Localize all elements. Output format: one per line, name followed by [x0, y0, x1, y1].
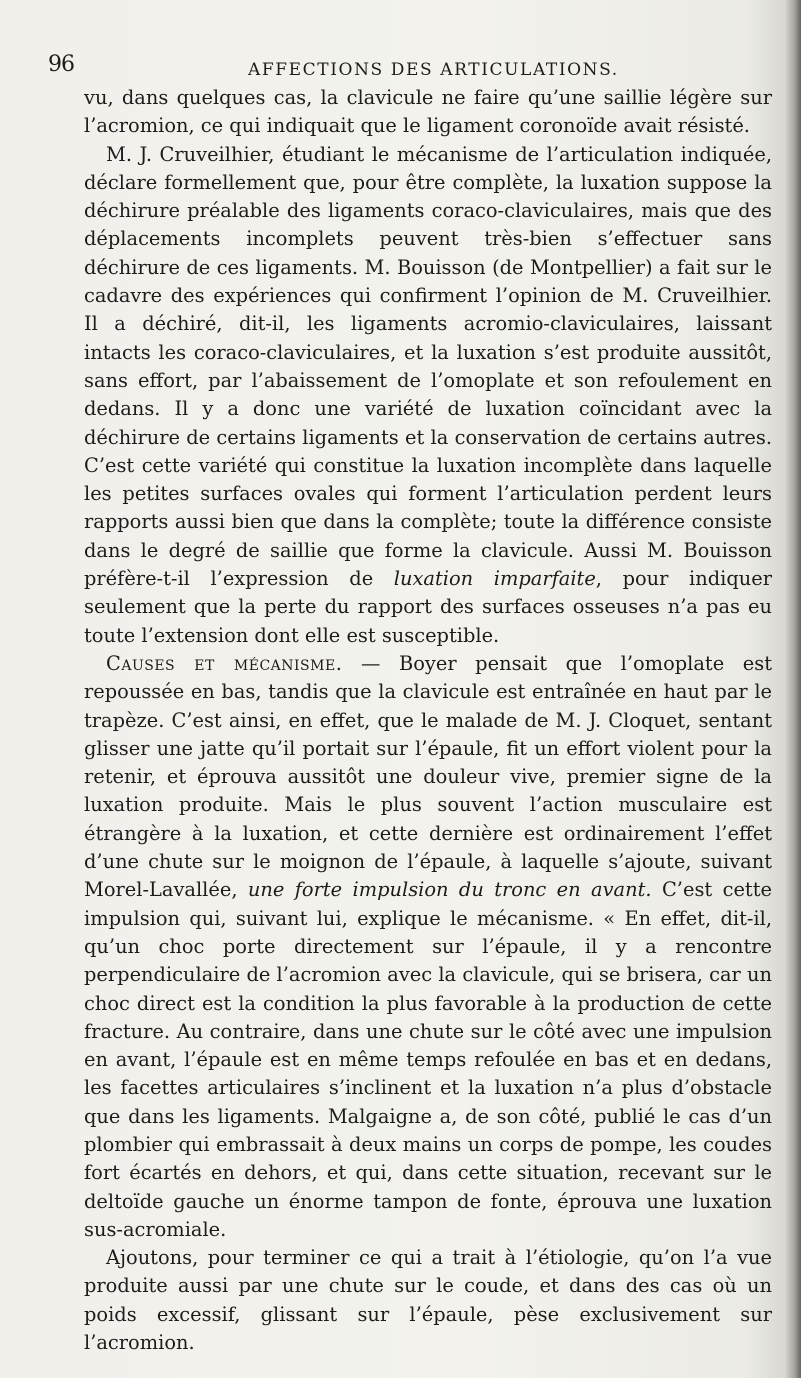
paragraph-text: — Boyer pensait que l’omoplate est repoussée en bas, tandis que la clavicule est entraînée en haut par le trapèze. C’est ainsi, en effet, que le malade de M. J. Cloquet, sentant glisser une jatte qu’il portait sur l’épaule, fit un effort violent pour la retenir, et éprouva aussitôt une douleur vive, premier signe de la luxation produite. Mais le plus souvent l’action musculaire est étrangère à la luxation, et cette dernière est ordinairement l’effet d’une chute sur le moignon de l’épaule, à laquelle s’ajoute, suivant Morel-Lavallée,: [84, 651, 773, 902]
paragraph-text: , pour indiquer seulement que la perte du rapport des surfaces osseuses n’a pas eu toute l’extension dont elle est susceptible.: [84, 567, 772, 647]
running-head: AFFECTIONS DES ARTICULATIONS.: [248, 60, 619, 80]
italic-term: luxation imparfaite: [393, 567, 596, 591]
paragraph-text: vu, dans quelques cas, la clavicule ne faire qu’une saillie légère sur l’acromion, ce qui indiquait que le ligament coronoïde avait résisté.: [84, 86, 772, 138]
paragraph-text: M. J. Cruveilhier, étudiant le mécanisme de l’articulation indiquée, déclare formellement que, pour être complète, la luxation suppose la déchirure préalable des ligaments coraco-claviculaires, mais que des déplacements incomplets peuvent très-bien s’effectuer sans déchirure de ces ligaments. M. Bouisson (de Montpellier) a fait sur le cadavre des expériences qui confirment l’opinion de M. Cruveilhier. Il a déchiré, dit-il, les ligaments acromio-claviculaires, laissant intacts les coraco-claviculaires, et la luxation s’est produite aussitôt, sans effort, par l’abaissement de l’omoplate et son refoulement en dedans. Il y a donc une variété de luxation coïncidant avec la déchirure de certains ligaments et la conservation de certains autres. C’est cette variété qui constitue la luxation incomplète dans laquelle les petites surfaces ovales qui forment l’articulation perdent leurs rapports aussi bien que dans la complète; toute la différence consiste dans le degré de saillie que forme la clavicule. Aussi M. Bouisson préfère-t-il l’expression de: [84, 142, 772, 591]
paragraph-1: [84, 84, 772, 141]
paragraph-3: [84, 650, 772, 1244]
page-number: 96: [48, 52, 74, 77]
paragraph-text: C’est cette impulsion qui, suivant lui, explique le mécanisme. « En effet, dit-il, qu’un choc porte directement sur l’épaule, il y a rencontre perpendiculaire de l’acromion avec la clavicule, qui se brisera, car un choc direct est la condition la plus favorable à la production de cette fracture. Au contraire, dans une chute sur le côté avec une impulsion en avant, l’épaule est en même temps refoulée en bas et en dedans, les facettes articulaires s’inclinent et la luxation n’a plus d’obstacle que dans les ligaments. Malgaigne a, de son côté, publié le cas d’un plombier qui embrassait à deux mains un corps de pompe, les coudes fort écartés en dehors, et qui, dans cette situation, recevant sur le deltoïde gauche un énorme tampon de fonte, éprouva une luxation sus-acromiale.: [84, 878, 772, 1241]
section-heading: Causes et mécanisme.: [106, 651, 343, 675]
paragraph-text: Ajoutons, pour terminer ce qui a trait à l’étiologie, qu’on l’a vue produite aussi par une chute sur le coude, et dans des cas où un poids excessif, glissant sur l’épaule, pèse exclusivement sur l’acromion.: [84, 1246, 772, 1355]
body-text: [84, 84, 772, 1357]
page-edge-shadow: [785, 0, 801, 1378]
paragraph-4: [84, 1244, 772, 1357]
paragraph-2: [84, 141, 772, 650]
italic-phrase: une forte impulsion du tronc en avant.: [247, 878, 652, 902]
